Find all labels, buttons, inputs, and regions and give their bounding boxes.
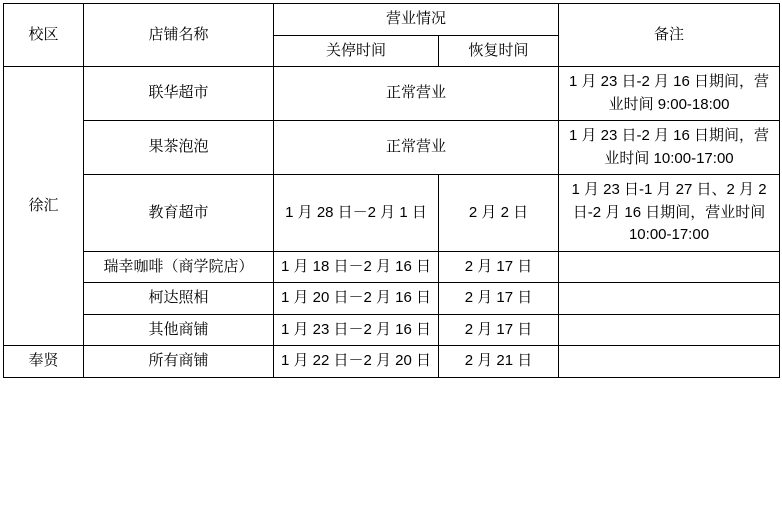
cell-close-time: 1 月 28 日－2 月 1 日	[274, 175, 439, 252]
cell-remark: 1 月 23 日-2 月 16 日期间，营业时间 10:00-17:00	[559, 121, 780, 175]
cell-remark: 1 月 23 日-2 月 16 日期间，营业时间 9:00-18:00	[559, 67, 780, 121]
column-header-resume-time: 恢复时间	[439, 35, 559, 67]
cell-close-time: 1 月 22 日－2 月 20 日	[274, 346, 439, 378]
table-row	[4, 67, 780, 121]
cell-close-time: 1 月 23 日－2 月 16 日	[274, 314, 439, 346]
column-header-remark: 备注	[559, 4, 780, 67]
table-row	[4, 314, 780, 346]
cell-resume-time: 2 月 17 日	[439, 283, 559, 315]
cell-status-merged: 正常营业	[274, 67, 559, 121]
cell-status-merged: 正常营业	[274, 121, 559, 175]
cell-shop-name: 瑞幸咖啡（商学院店）	[84, 251, 274, 283]
column-header-close-time: 关停时间	[274, 35, 439, 67]
table-header	[4, 4, 780, 67]
cell-resume-time: 2 月 21 日	[439, 346, 559, 378]
cell-close-time: 1 月 18 日－2 月 16 日	[274, 251, 439, 283]
table-row	[4, 346, 780, 378]
column-header-business-status: 营业情况	[274, 4, 559, 36]
cell-close-time: 1 月 20 日－2 月 16 日	[274, 283, 439, 315]
cell-remark	[559, 283, 780, 315]
table-body	[4, 67, 780, 378]
cell-resume-time: 2 月 2 日	[439, 175, 559, 252]
table-row	[4, 283, 780, 315]
cell-remark	[559, 314, 780, 346]
cell-resume-time: 2 月 17 日	[439, 251, 559, 283]
cell-shop-name: 其他商铺	[84, 314, 274, 346]
cell-shop-name: 教育超市	[84, 175, 274, 252]
cell-resume-time: 2 月 17 日	[439, 314, 559, 346]
cell-shop-name: 所有商铺	[84, 346, 274, 378]
table-row	[4, 121, 780, 175]
header-row-main	[4, 4, 780, 36]
table-row	[4, 251, 780, 283]
cell-shop-name: 联华超市	[84, 67, 274, 121]
cell-shop-name: 果茶泡泡	[84, 121, 274, 175]
cell-campus-fengxian: 奉贤	[4, 346, 84, 378]
cell-remark: 1 月 23 日-1 月 27 日、2 月 2 日-2 月 16 日期间，营业时间 10:00-17:00	[559, 175, 780, 252]
cell-shop-name: 柯达照相	[84, 283, 274, 315]
table-row	[4, 175, 780, 252]
cell-remark	[559, 346, 780, 378]
cell-campus-xuhui: 徐汇	[4, 67, 84, 346]
column-header-shop-name: 店铺名称	[84, 4, 274, 67]
shop-schedule-table	[3, 3, 780, 378]
column-header-campus: 校区	[4, 4, 84, 67]
cell-remark	[559, 251, 780, 283]
